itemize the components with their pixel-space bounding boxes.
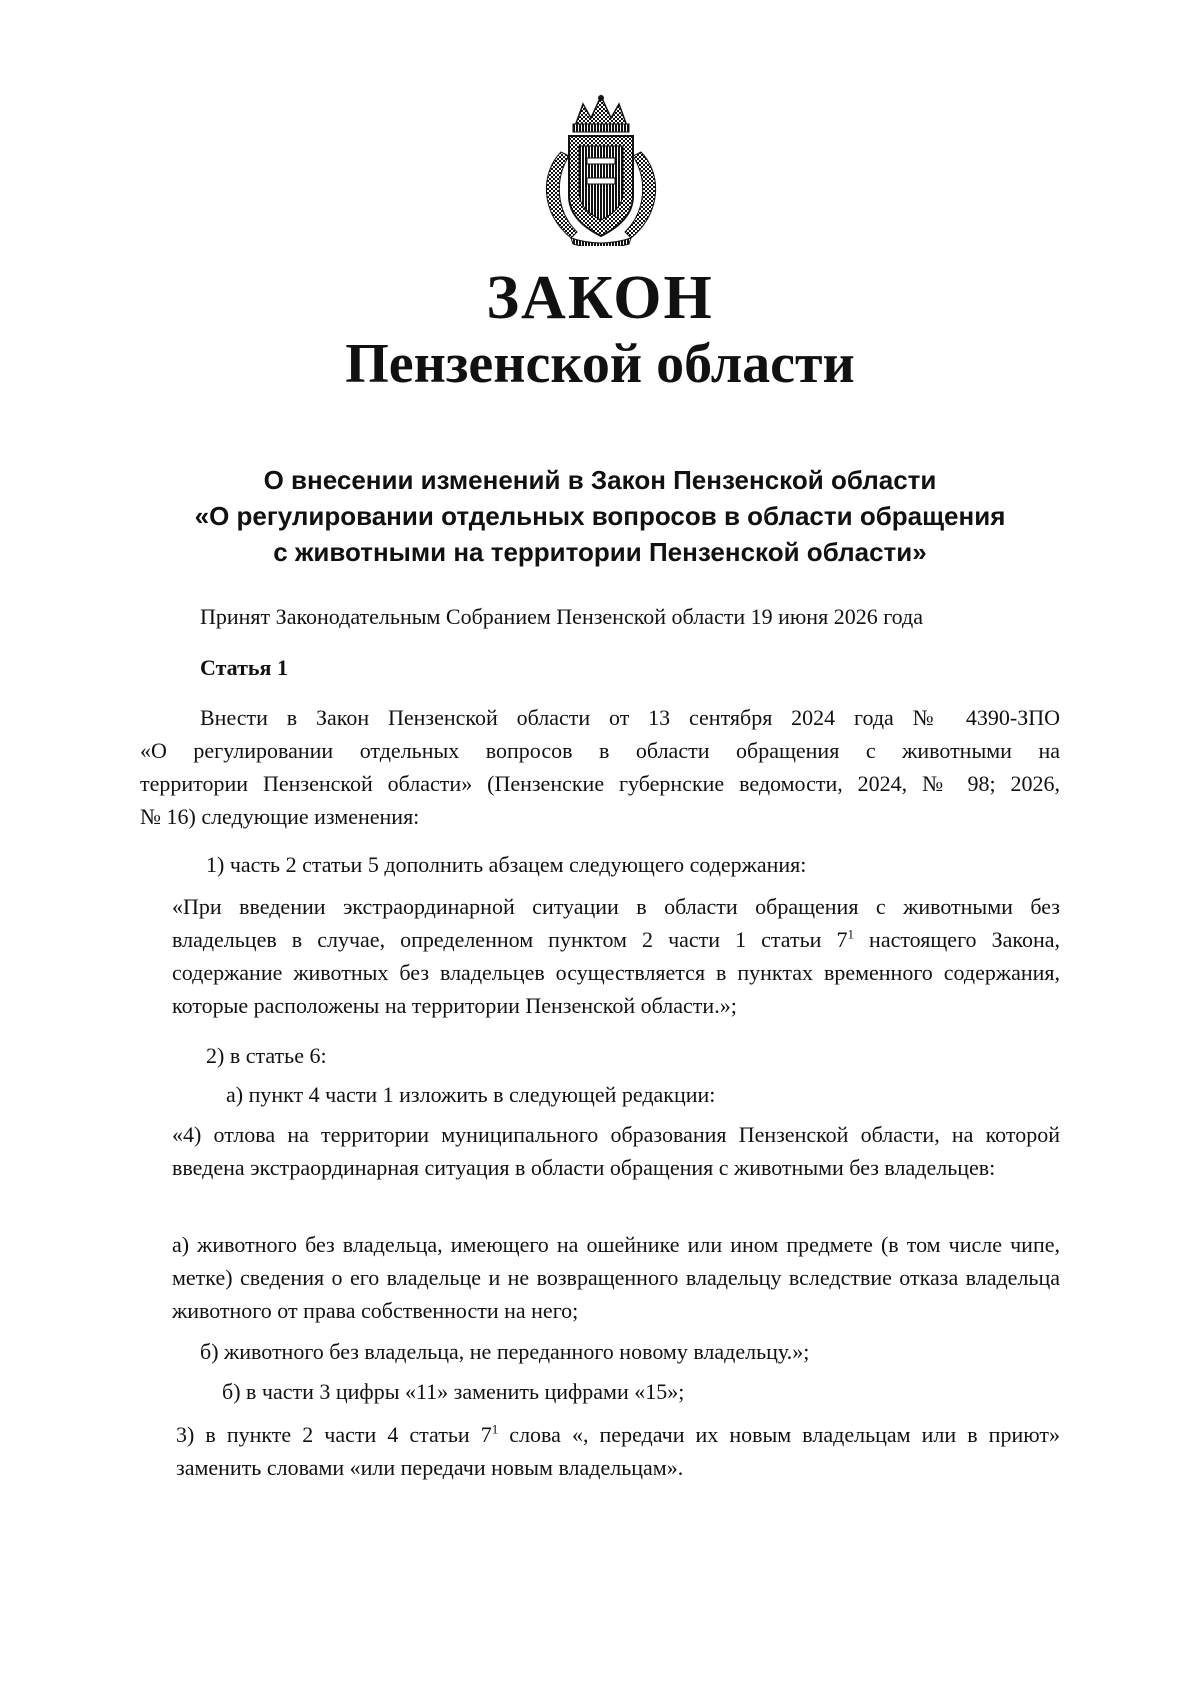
subitem-b: б) в части 3 цифры «11» заменить цифрами «15»; [222,1379,685,1404]
intro-line: «О регулировании отдельных вопросов в области обращения с животными на [140,738,1060,763]
point-a: а) животного без владельца, имеющего на ошейнике или ином предмете (в том числе чипе, метке) сведения о его владельце и не возвращенного владельцу вследствие отказа владельца животного от права собственности на него; [172,1232,1060,1323]
coat-of-arms-icon [531,92,671,246]
amendment-item-1: 1) часть 2 статьи 5 дополнить абзацем следующего содержания: [206,852,807,877]
adoption-note: Принят Законодательным Собранием Пензенской области 19 июня 2026 года [200,604,923,629]
intro-line: № 16) следующие изменения: [140,804,420,829]
subject-line: «О регулировании отдельных вопросов в области обращения [194,501,1006,531]
law-region: Пензенской области [345,333,855,395]
quoted-paragraph: «4) отлова на территории муниципального образования Пензенской области, на которой введена экстраординарная ситуация в области обращения с животными без владельцев: [172,1122,1060,1180]
point-b: б) животного без владельца, не переданного новому владельцу.»; [200,1339,810,1364]
amendment-item-2: 2) в статье 6: [206,1043,327,1068]
law-subject [0,462,1200,570]
law-title: ЗАКОН [486,264,714,332]
intro-line: Внести в Закон Пензенской области от 13 сентября 2024 года № 4390-ЗПО [200,705,1060,730]
quoted-paragraph: «При введении экстраординарной ситуации в области обращения с животными без владельцев в случае, определенном пунктом 2 части 1 статьи $7^1$ настоящего Закона, содержание животных без владельцев осуществляется в пунктах временного содержания, которые расположены на территории Пензенской области.»; [172,894,1060,1018]
amendment-item-3: 3) в пункте 2 части 4 статьи $7^1$ слова «, передачи их новым владельцам или в приют» заменить словами «или передачи новым владельцам». [176,1421,1060,1480]
subject-line: с животными на территории Пензенской области» [273,537,927,567]
subject-line: О внесении изменений в Закон Пензенской области [263,465,937,495]
article-heading: Статья 1 [200,655,288,680]
intro-line: территории Пензенской области» (Пензенские губернские ведомости, 2024, № 98; 2026, [140,771,1060,796]
subitem-a: а) пункт 4 части 1 изложить в следующей редакции: [226,1082,716,1107]
